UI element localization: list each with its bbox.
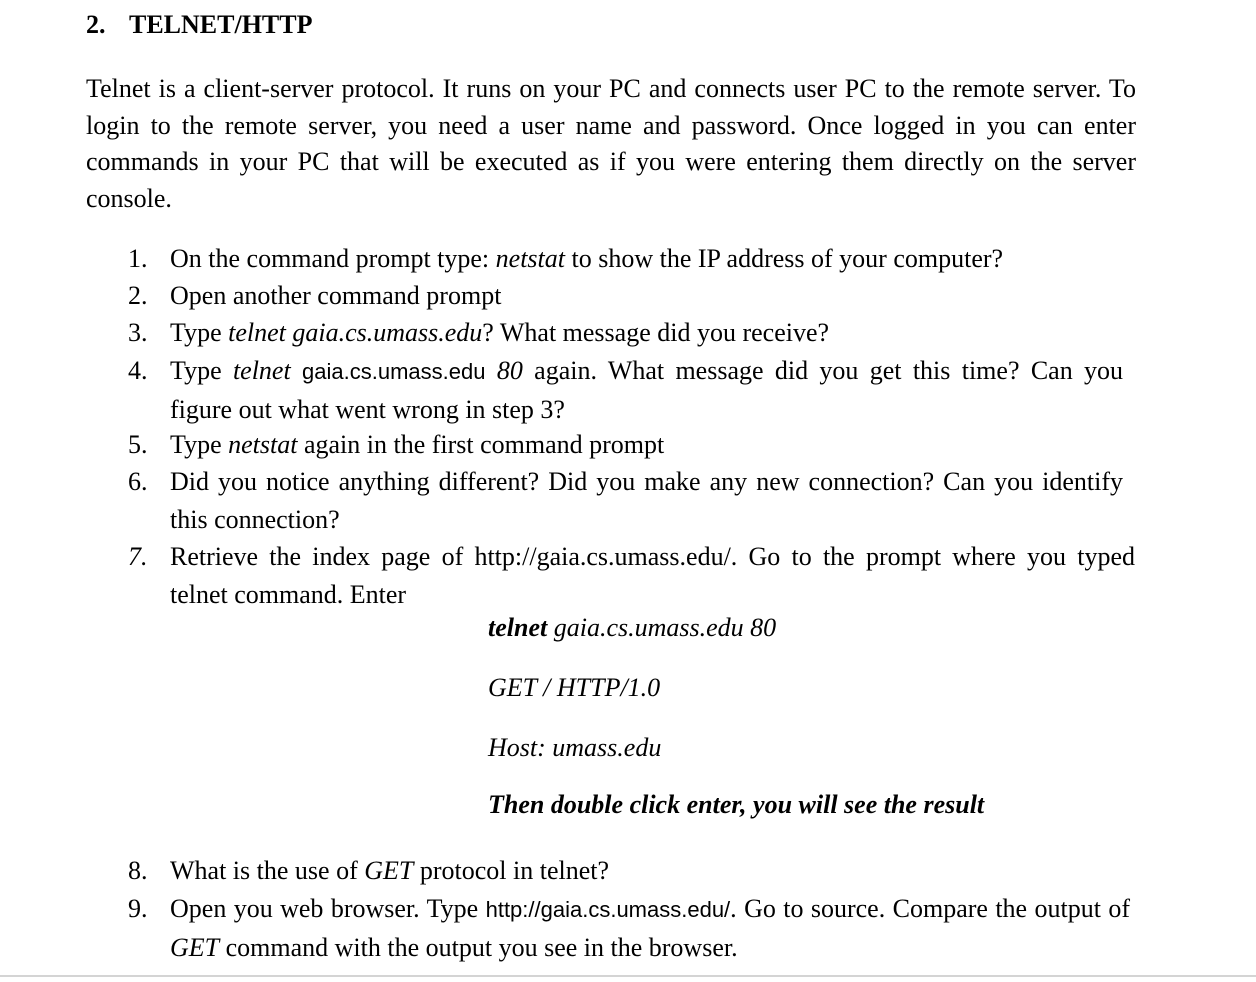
list-item-text: Open another command prompt [170,281,502,310]
list-marker: 2. [128,281,148,310]
list-item-text: What is the use of GET protocol in telnet? [170,856,610,885]
section-title: TELNET/HTTP [129,10,313,39]
list-item-text: Type netstat again in the first command prompt [170,430,665,459]
command-host: Host: umass.edu [488,733,662,762]
command-telnet: telnet gaia.cs.umass.edu 80 [488,613,777,642]
list-item-text: Did you notice anything different? Did you make any new connection? Can you identify this connection? [170,467,1123,534]
list-marker: 8. [128,856,148,885]
list-marker: 4. [128,356,148,385]
list-item-text: Open you web browser. Type http://gaia.cs.umass.edu/. Go to source. Compare the output of GET command with the output you see in the browser. [170,894,1130,962]
command-get: GET / HTTP/1.0 [488,673,661,702]
page-bottom-divider [0,975,1256,977]
list-marker: 5. [128,430,148,459]
list-marker: 9. [128,894,148,923]
section-heading [86,10,313,40]
list-item-text: Type telnet gaia.cs.umass.edu? What message did you receive? [170,318,830,347]
list-item-text: On the command prompt type: netstat to show the IP address of your computer? [170,244,1004,273]
list-marker: 1. [128,244,148,273]
list-item-text: Retrieve the index page of http://gaia.cs.umass.edu/. Go to the prompt where you typed telnet command. Enter [170,542,1135,609]
intro-paragraph: Telnet is a client-server protocol. It runs on your PC and connects user PC to the remote server. To login to the remote server, you need a user name and password. Once logged in you can enter commands in your PC that will be executed as if you were entering them directly on the server console. [86,74,1136,214]
list-item-text: Type telnet gaia.cs.umass.edu 80 again. What message did you get this time? Can you figure out what went wrong in step 3? [170,356,1124,424]
list-marker: 3. [128,318,148,347]
command-instruction: Then double click enter, you will see the result [488,790,985,819]
section-number: 2. [86,10,106,39]
list-marker: 6. [128,467,148,496]
list-marker: 7. [128,542,148,571]
